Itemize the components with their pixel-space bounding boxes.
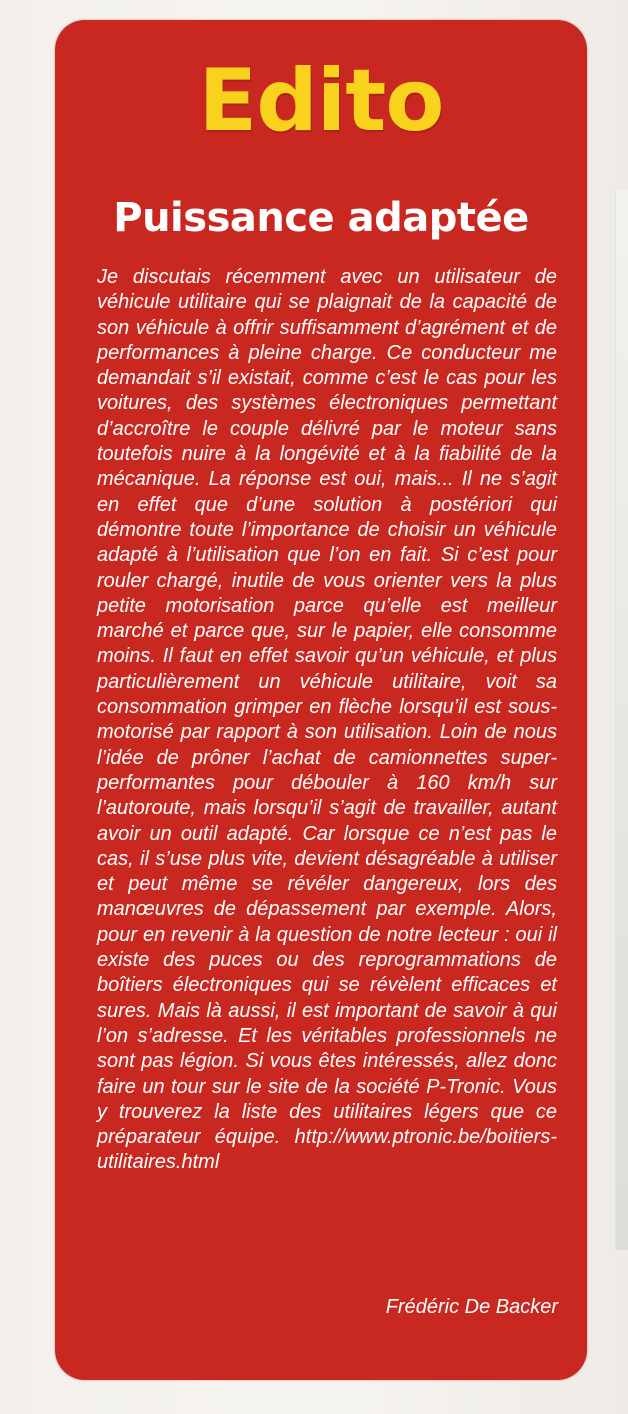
author-signature: Frédéric De Backer [385,1296,558,1318]
edito-title: Edito [198,51,444,151]
edito-body: Je discutais récemment avec un utilisateur de véhicule utilitaire qui se plaignait de la capacité de son véhicule à offrir suffisamment d’agrément et de performances à pleine charge. Ce conducteur me demandait s’il existait, comme c’est le cas pour les voitures, des systèmes électroniques permettant d’accroître le couple délivré par le moteur sans toutefois nuire à la longévité et à la fiabilité de la mécanique. La réponse est oui, mais... Il ne s’agit en effet que d’une solution à postériori qui démontre toute l’importance de choisir un véhicule adapté à l’utilisation que l’on en fait. Si c’est pour rouler chargé, inutile de vous orienter vers la plus petite motorisation parce qu’elle est meilleur marché et parce que, sur le papier, elle consomme moins. Il faut en effet savoir qu’un véhicule, et plus particulièrement un véhicule utilitaire, voit sa consommation grimper en flèche lorsqu’il est sous-motorisé par rapport à son utilisation. Loin de nous l’idée de prôner l’achat de camionnettes super-performantes pour débouler à 160 km/h sur l’autoroute, mais lorsqu’il s’agit de travailler, autant avoir un outil adapté. Car lorsque ce n’est pas le cas, il s’use plus vite, devient désagréable à utiliser et peut même se révéler dangereux, lors des manœuvres de dépassement par exemple. Alors, pour en revenir à la question de notre lecteur : oui il existe des puces ou des reprogrammations de boîtiers électroniques qui se révèlent efficaces et sures. Mais là aussi, il est important de savoir à qui l’on s’adresse. Et les véritables professionnels ne sont pas légion. Si vous êtes intéressés, allez donc faire un tour sur le site de la société P-Tronic. Vous y trouverez la liste des utilitaires légers que ce préparateur équipe. http://www.ptronic.be/boitiers-utilitaires.html [97,266,557,1174]
adjacent-page-edge [615,190,628,1250]
edito-subtitle: Puissance adaptée [113,195,529,241]
